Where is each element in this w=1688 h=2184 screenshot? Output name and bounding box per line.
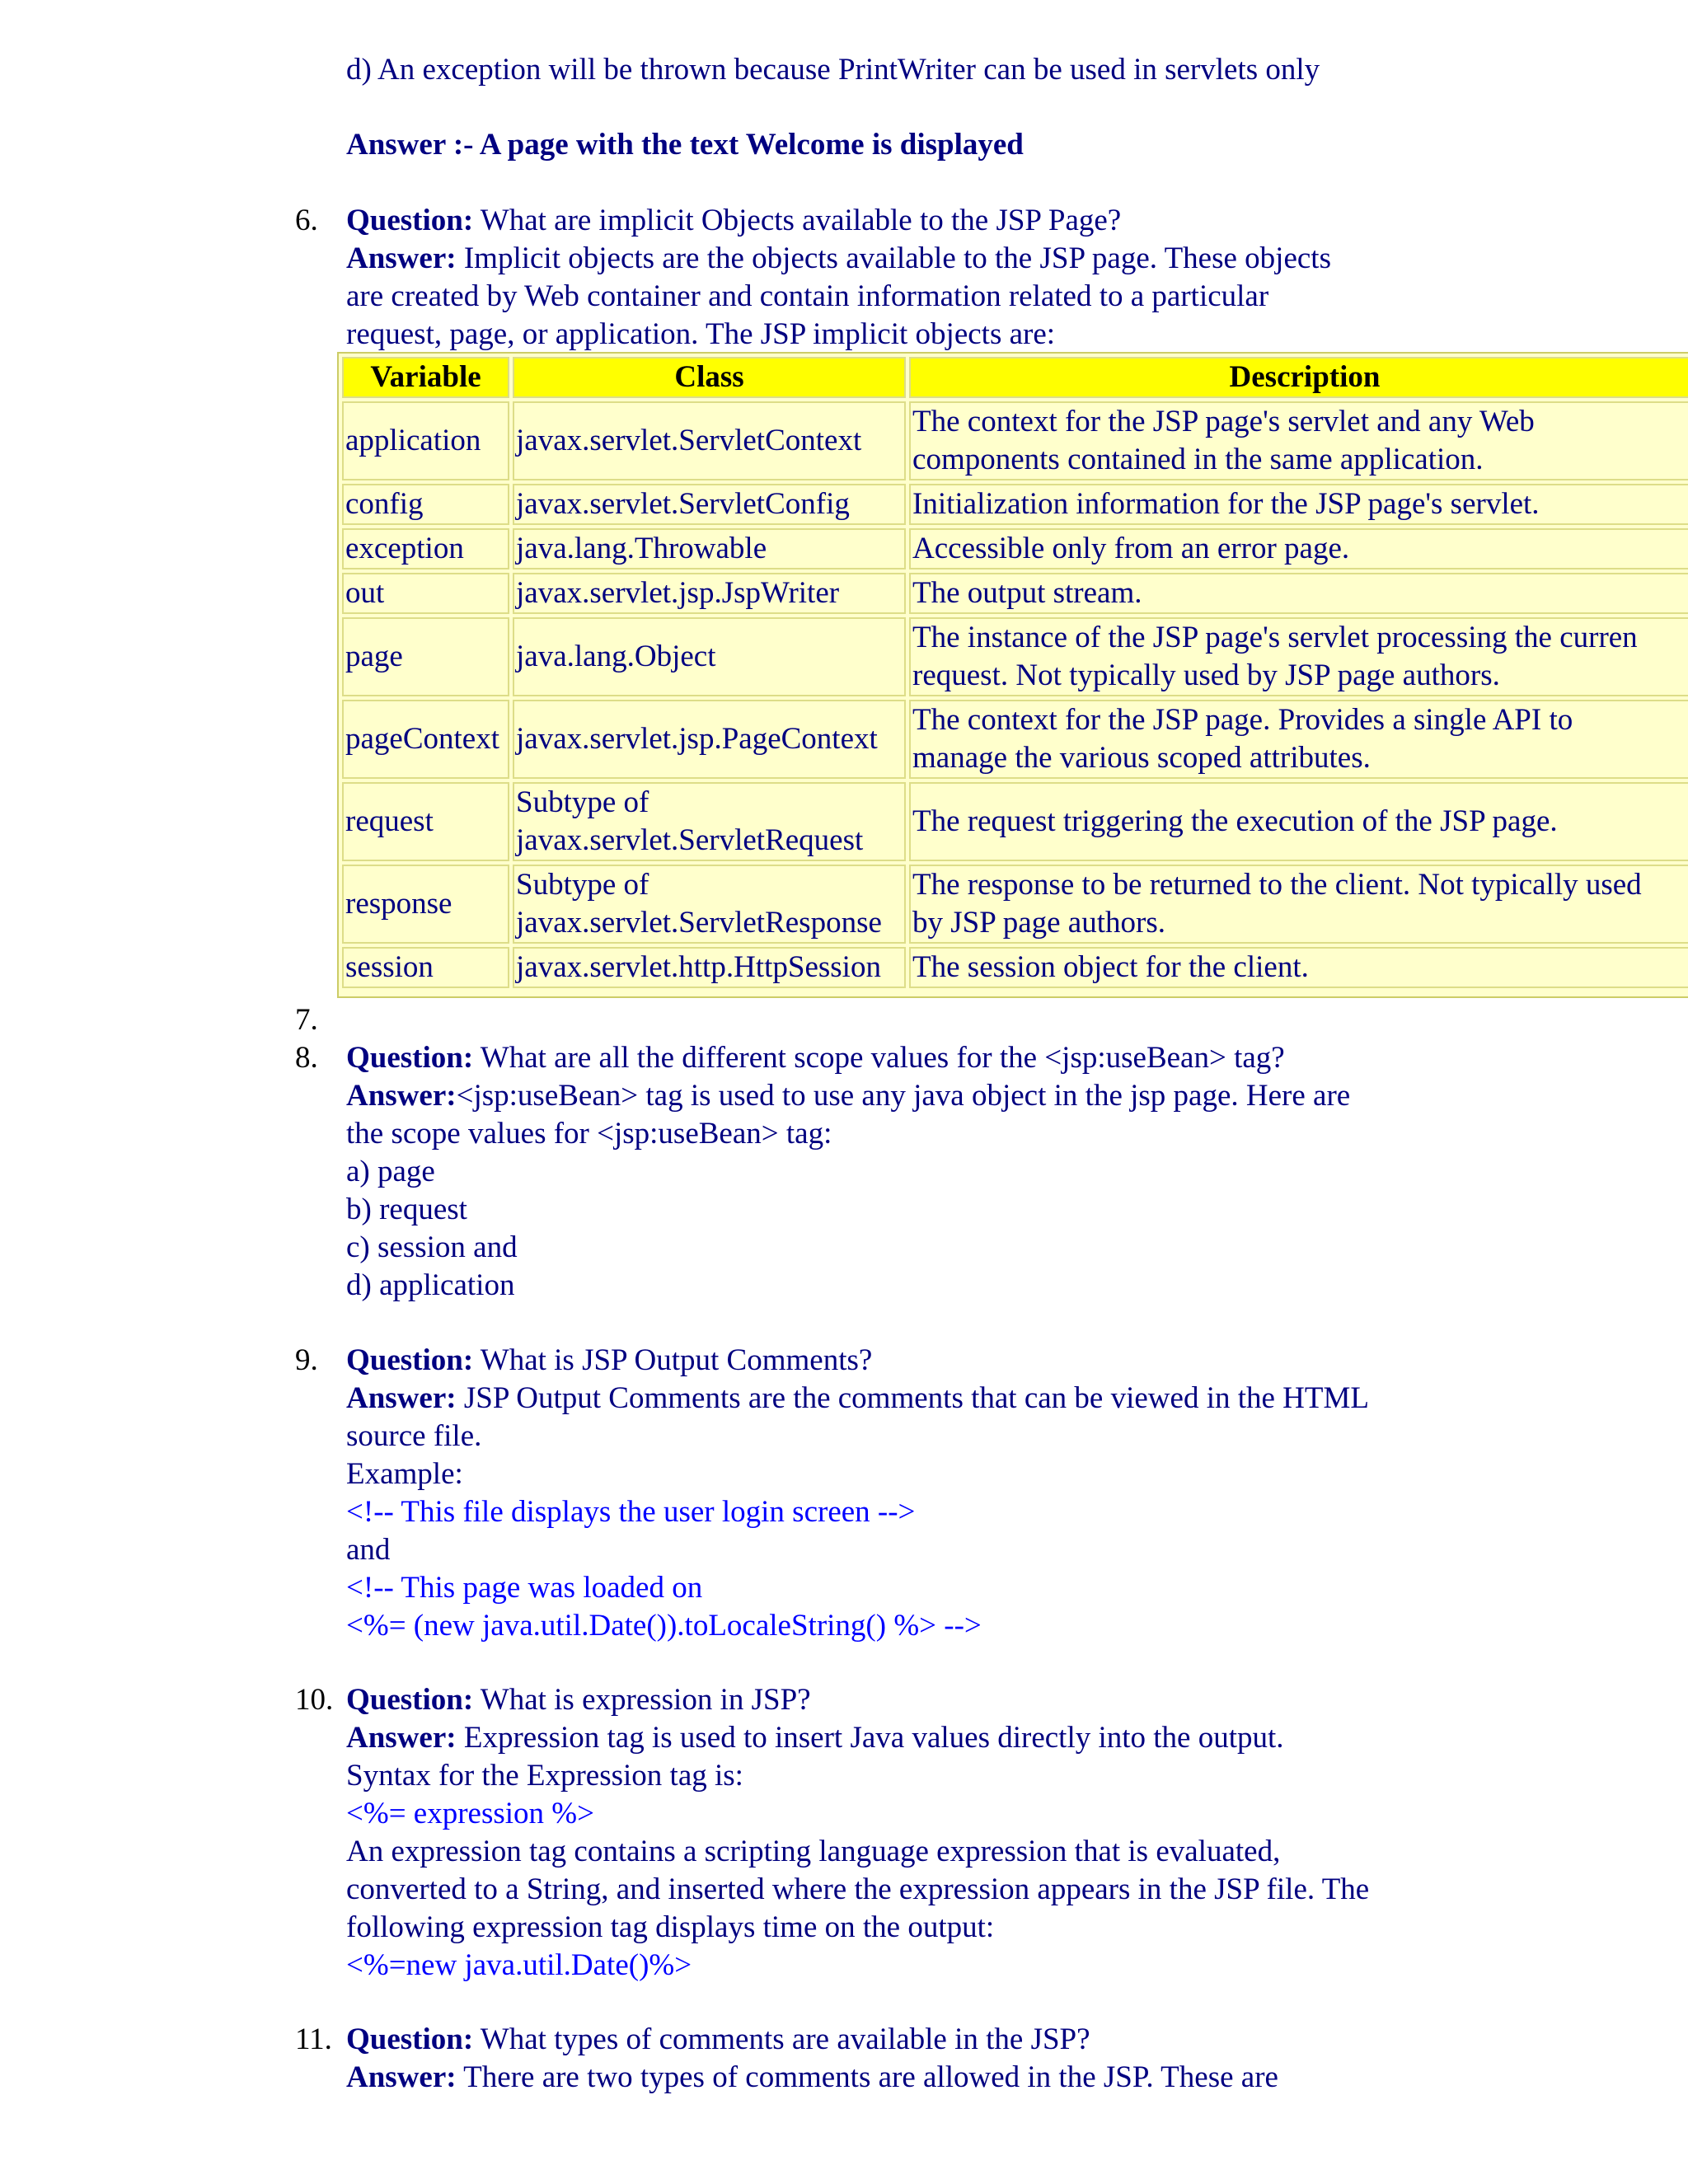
cell-description-line: request. Not typically used by JSP page authors. xyxy=(912,658,1500,692)
answer-label: Answer: xyxy=(346,1721,457,1755)
cell-class-line: java.lang.Throwable xyxy=(516,532,767,565)
scope-item: b) request xyxy=(346,1193,467,1226)
question-text: What is JSP Output Comments? xyxy=(473,1343,873,1377)
cell-description-line: manage the various scoped attributes. xyxy=(912,741,1371,775)
question-label: Question: xyxy=(346,1683,474,1717)
table-row xyxy=(342,865,1688,944)
q6-answer-line xyxy=(346,240,1442,278)
column-header-class: Class xyxy=(513,357,906,398)
cell-class xyxy=(513,484,906,525)
q5-answer xyxy=(346,126,1442,164)
cell-class-line: java.lang.Object xyxy=(516,640,716,673)
option-text: d) An exception will be thrown because PrintWriter can be used in servlets only xyxy=(346,53,1320,87)
answer-text: JSP Output Comments are the comments that can be viewed in the HTML xyxy=(456,1381,1369,1415)
answer-text: Implicit objects are the objects available to the JSP page. These objects xyxy=(456,241,1331,275)
cell-description-line: components contained in the same application. xyxy=(912,443,1484,476)
code-example: <!-- This page was loaded on xyxy=(346,1571,703,1605)
cell-class-line: javax.servlet.ServletContext xyxy=(516,424,862,457)
cell-description xyxy=(909,700,1688,779)
cell-description-line: Initialization information for the JSP page's servlet. xyxy=(912,487,1540,521)
answer-text: and xyxy=(346,1533,391,1567)
q5-option-d xyxy=(346,51,1442,89)
cell-class xyxy=(513,617,906,696)
q9-answer-line xyxy=(346,1380,1442,1418)
implicit-objects-grid xyxy=(339,354,1688,991)
answer-text: source file. xyxy=(346,1419,482,1453)
cell-variable: response xyxy=(342,865,509,944)
cell-description xyxy=(909,947,1688,988)
table-header-row xyxy=(342,357,1688,398)
cell-description xyxy=(909,573,1688,614)
cell-class xyxy=(513,782,906,861)
cell-variable: application xyxy=(342,401,509,480)
q6-number: 6. xyxy=(295,204,318,237)
q6-question-line xyxy=(346,202,1442,240)
code-example: <%= (new java.util.Date()).toLocaleString() %> --> xyxy=(346,1609,982,1643)
answer-text: converted to a String, and inserted where the expression appears in the JSP file. The xyxy=(346,1872,1370,1906)
q8-number: 8. xyxy=(295,1041,318,1075)
q9-block xyxy=(346,1342,1442,1645)
scope-item: a) page xyxy=(346,1155,435,1188)
column-header-description: Description xyxy=(909,357,1688,398)
q10-question-line xyxy=(346,1681,1442,1719)
q11-question-line xyxy=(346,2021,1442,2059)
answer-text: There are two types of comments are allowed in the JSP. These are xyxy=(456,2060,1278,2094)
question-text: What types of comments are available in the JSP? xyxy=(473,2022,1090,2056)
answer-label: Answer: xyxy=(346,1079,457,1113)
cell-class xyxy=(513,947,906,988)
answer-text: are created by Web container and contain information related to a particular xyxy=(346,279,1269,313)
table-row xyxy=(342,947,1688,988)
q7-number: 7. xyxy=(295,1003,318,1037)
q8-question-line xyxy=(346,1039,1442,1077)
table-body xyxy=(342,401,1688,988)
cell-description xyxy=(909,401,1688,480)
cell-description xyxy=(909,528,1688,569)
cell-variable: out xyxy=(342,573,509,614)
cell-variable: config xyxy=(342,484,509,525)
q10-answer-line xyxy=(346,1719,1442,1757)
table-row xyxy=(342,528,1688,569)
q11-answer-line xyxy=(346,2059,1442,2097)
answer-text: <jsp:useBean> tag is used to use any java object in the jsp page. Here are xyxy=(456,1079,1351,1113)
question-label: Question: xyxy=(346,2022,474,2056)
cell-description-line: Accessible only from an error page. xyxy=(912,532,1350,565)
answer-label: Answer: xyxy=(346,2060,457,2094)
table-row xyxy=(342,484,1688,525)
q8-block xyxy=(346,1039,1442,1305)
q9-number: 9. xyxy=(295,1343,318,1377)
cell-description-line: The instance of the JSP page's servlet processing the curren xyxy=(912,621,1638,654)
cell-class-line: javax.servlet.ServletConfig xyxy=(516,487,850,521)
code-example: <%=new java.util.Date()%> xyxy=(346,1948,692,1982)
table-row xyxy=(342,700,1688,779)
cell-variable: exception xyxy=(342,528,509,569)
cell-class xyxy=(513,528,906,569)
question-text: What are all the different scope values for the <jsp:useBean> tag? xyxy=(473,1041,1285,1075)
code-example: <%= expression %> xyxy=(346,1797,594,1830)
q11-block xyxy=(346,2021,1442,2097)
cell-description-line: The session object for the client. xyxy=(912,950,1309,984)
cell-description xyxy=(909,782,1688,861)
cell-variable: session xyxy=(342,947,509,988)
table-row xyxy=(342,617,1688,696)
cell-class xyxy=(513,700,906,779)
cell-class-line: javax.servlet.ServletRequest xyxy=(516,823,864,857)
cell-variable: pageContext xyxy=(342,700,509,779)
cell-description-line: The output stream. xyxy=(912,576,1142,610)
code-example: <!-- This file displays the user login screen --> xyxy=(346,1495,916,1529)
answer-text: following expression tag displays time on the output: xyxy=(346,1910,995,1944)
cell-description-line: The request triggering the execution of the JSP page. xyxy=(912,804,1558,838)
cell-class-line: javax.servlet.jsp.PageContext xyxy=(516,722,878,756)
cell-class xyxy=(513,865,906,944)
answer-label: Answer: xyxy=(346,241,457,275)
cell-class xyxy=(513,573,906,614)
question-text: What is expression in JSP? xyxy=(473,1683,811,1717)
question-label: Question: xyxy=(346,1343,474,1377)
answer-text: An expression tag contains a scripting language expression that is evaluated, xyxy=(346,1835,1281,1868)
cell-description xyxy=(909,865,1688,944)
q8-answer-line xyxy=(346,1077,1442,1115)
scope-item: c) session and xyxy=(346,1230,518,1264)
cell-class-line: javax.servlet.jsp.JspWriter xyxy=(516,576,840,610)
q9-question-line xyxy=(346,1342,1442,1380)
column-header-variable: Variable xyxy=(342,357,509,398)
cell-description xyxy=(909,617,1688,696)
answer-label: Answer: xyxy=(346,1381,457,1415)
question-label: Question: xyxy=(346,1041,474,1075)
cell-description-line: The response to be returned to the client. Not typically used xyxy=(912,868,1642,902)
answer-text: Example: xyxy=(346,1457,463,1491)
cell-variable: page xyxy=(342,617,509,696)
q10-number: 10. xyxy=(295,1683,334,1717)
answer-text: request, page, or application. The JSP implicit objects are: xyxy=(346,317,1056,351)
cell-description-line: The context for the JSP page. Provides a single API to xyxy=(912,703,1573,737)
cell-class-line: Subtype of xyxy=(516,785,649,819)
cell-class xyxy=(513,401,906,480)
q10-block xyxy=(346,1681,1442,1985)
cell-class-line: javax.servlet.http.HttpSession xyxy=(516,950,881,984)
cell-description-line: by JSP page authors. xyxy=(912,906,1165,940)
answer-text: the scope values for <jsp:useBean> tag: xyxy=(346,1117,832,1151)
answer-text: Answer :- A page with the text Welcome is displayed xyxy=(346,128,1024,162)
q11-number: 11. xyxy=(295,2022,332,2056)
cell-class-line: javax.servlet.ServletResponse xyxy=(516,906,882,940)
q6-block xyxy=(346,202,1442,354)
table-row xyxy=(342,573,1688,614)
table-row xyxy=(342,401,1688,480)
answer-text: Syntax for the Expression tag is: xyxy=(346,1759,743,1793)
question-label: Question: xyxy=(346,204,474,237)
implicit-objects-table xyxy=(337,352,1688,998)
cell-class-line: Subtype of xyxy=(516,868,649,902)
cell-description xyxy=(909,484,1688,525)
table-row xyxy=(342,782,1688,861)
question-text: What are implicit Objects available to the JSP Page? xyxy=(473,204,1122,237)
cell-description-line: The context for the JSP page's servlet and any Web xyxy=(912,405,1535,438)
cell-variable: request xyxy=(342,782,509,861)
scope-item: d) application xyxy=(346,1268,515,1302)
answer-text: Expression tag is used to insert Java values directly into the output. xyxy=(456,1721,1284,1755)
